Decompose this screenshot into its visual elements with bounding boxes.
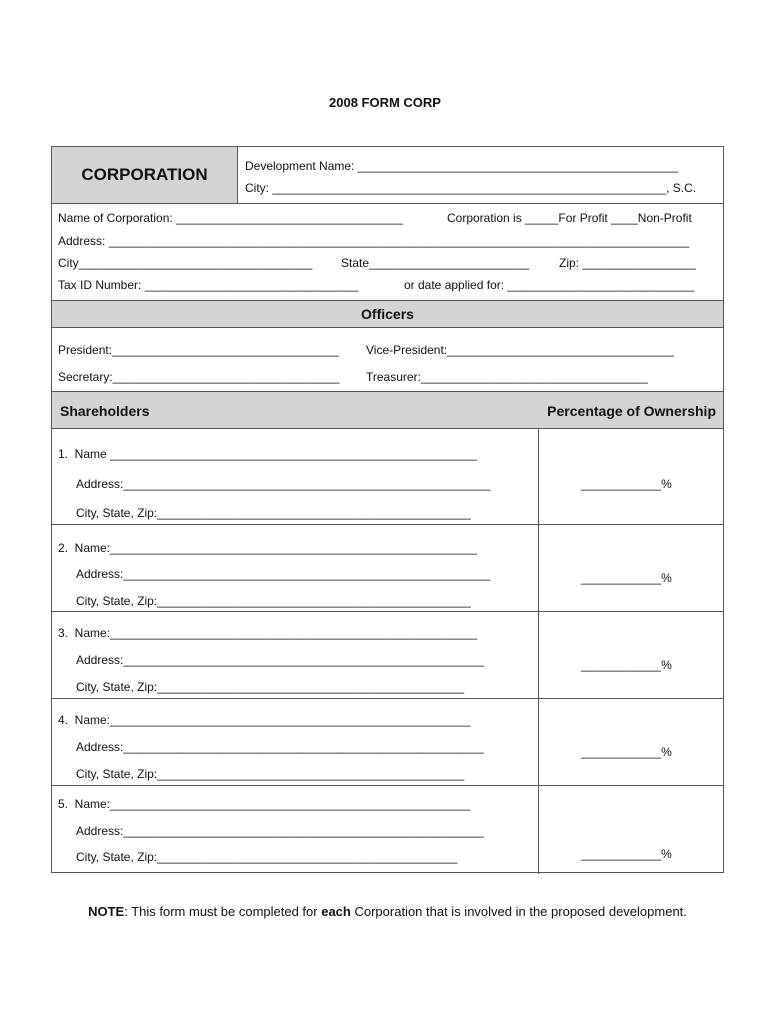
shareholder-4-name[interactable]: 4. Name:______________________________________________________ [58, 713, 471, 727]
treasurer-field[interactable]: Treasurer:__________________________________ [366, 370, 648, 384]
shareholder-3-city[interactable]: City, State, Zip:______________________________________________ [76, 680, 465, 694]
president-field[interactable]: President:__________________________________ [58, 343, 339, 357]
shareholders-label: Shareholders [60, 403, 150, 419]
shareholder-4-percentage[interactable]: ____________% [581, 745, 672, 759]
shareholder-3-percentage[interactable]: ____________% [581, 658, 672, 672]
shareholder-4-city[interactable]: City, State, Zip:______________________________________________ [76, 767, 465, 781]
date-applied-field[interactable]: or date applied for: ____________________________ [404, 278, 695, 292]
secretary-field[interactable]: Secretary:__________________________________ [58, 370, 340, 384]
form-title: 2008 FORM CORP [329, 95, 441, 110]
shareholder-4-address[interactable]: Address:______________________________________________________ [76, 740, 484, 754]
state-field[interactable]: State________________________ [341, 256, 530, 270]
shareholder-2-address[interactable]: Address:_______________________________________________________ [76, 567, 491, 581]
shareholder-5-address[interactable]: Address:______________________________________________________ [76, 824, 484, 838]
corporation-header [52, 147, 723, 204]
form-note [0, 904, 770, 919]
shareholder-1-percentage[interactable]: ____________% [581, 477, 672, 491]
shareholder-3-address[interactable]: Address:______________________________________________________ [76, 653, 484, 667]
shareholder-5-name[interactable]: 5. Name:______________________________________________________ [58, 797, 471, 811]
shareholder-1-address[interactable]: Address:_______________________________________________________ [76, 477, 491, 491]
officers-header: Officers [52, 300, 723, 328]
corporation-label: CORPORATION [52, 147, 238, 203]
corporation-type-field[interactable]: Corporation is _____For Profit ____Non-Profit [447, 211, 692, 225]
shareholder-2-percentage[interactable]: ____________% [581, 571, 672, 585]
percentage-ownership-label: Percentage of Ownership [547, 403, 716, 419]
shareholder-5-city[interactable]: City, State, Zip:_____________________________________________ [76, 850, 458, 864]
row-divider [52, 698, 723, 699]
city-info-field[interactable]: City___________________________________ [58, 256, 313, 270]
shareholder-5-percentage[interactable]: ____________% [581, 847, 672, 861]
shareholder-3-name[interactable]: 3. Name:_______________________________________________________ [58, 626, 478, 640]
city-field[interactable]: City: ___________________________________________________________, S.C. [245, 181, 697, 195]
shareholders-header [52, 391, 723, 429]
shareholder-1-city[interactable]: City, State, Zip:_______________________________________________ [76, 506, 471, 520]
row-divider [52, 611, 723, 612]
note-text-2: Corporation that is involved in the proposed development. [350, 904, 687, 919]
corporation-form [51, 146, 724, 873]
tax-id-field[interactable]: Tax ID Number: ________________________________ [58, 278, 359, 292]
column-divider [538, 429, 539, 874]
zip-field[interactable]: Zip: _________________ [559, 256, 696, 270]
row-divider [52, 524, 723, 525]
note-text-1: : This form must be completed for [124, 904, 322, 919]
address-field[interactable]: Address: _______________________________________________________________________________________ [58, 234, 690, 248]
shareholder-2-name[interactable]: 2. Name:_______________________________________________________ [58, 541, 478, 555]
row-divider [52, 785, 723, 786]
shareholder-1-name[interactable]: 1. Name _______________________________________________________ [58, 447, 478, 461]
development-name-field[interactable]: Development Name: ________________________________________________ [245, 159, 679, 173]
note-label: NOTE [88, 904, 125, 919]
shareholder-2-city[interactable]: City, State, Zip:_______________________________________________ [76, 594, 471, 608]
note-emphasis: each [321, 904, 351, 919]
vice-president-field[interactable]: Vice-President:__________________________________ [366, 343, 675, 357]
name-of-corporation-field[interactable]: Name of Corporation: __________________________________ [58, 211, 403, 225]
